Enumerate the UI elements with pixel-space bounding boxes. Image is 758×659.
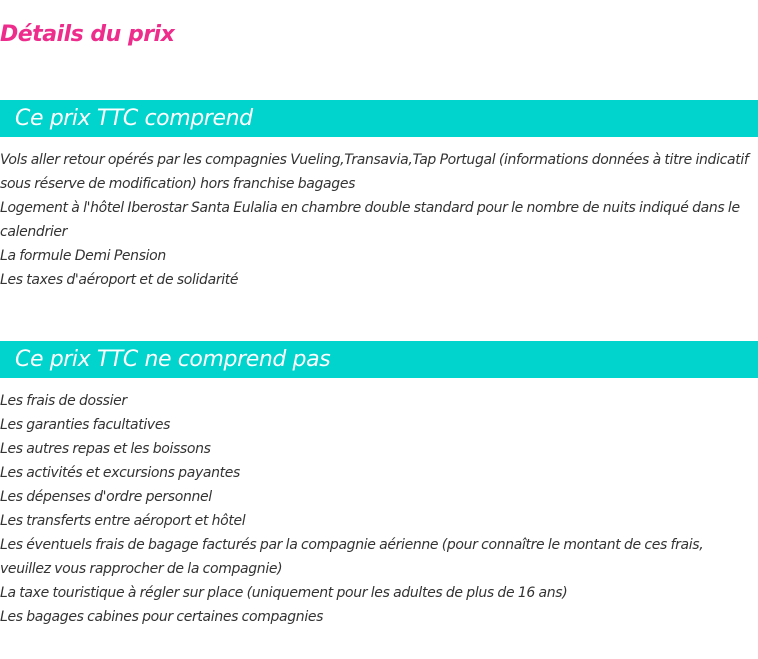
excluded-heading: Ce prix TTC ne comprend pas [15,347,331,372]
excluded-item: Les éventuels frais de bagage facturés par la compagnie aérienne (pour connaître le montant de ces frais, veuillez vous rapprocher de la compagnie) [0,537,704,577]
included-item: Les taxes d'aéroport et de solidarité [0,272,239,288]
included-list [0,137,758,292]
excluded-item: Les activités et excursions payantes [0,465,240,481]
included-item: Logement à l'hôtel Iberostar Santa Eulalia en chambre double standard pour le nombre de nuits indiqué dans le calendrier [0,200,740,240]
excluded-item: Les autres repas et les boissons [0,441,211,457]
excluded-item: Les frais de dossier [0,393,127,409]
excluded-item: Les transferts entre aéroport et hôtel [0,513,246,529]
included-banner [0,100,758,137]
excluded-item: Les dépenses d'ordre personnel [0,489,212,505]
excluded-item: La taxe touristique à régler sur place (uniquement pour les adultes de plus de 16 ans) [0,585,568,601]
excluded-list [0,378,758,629]
excluded-item: Les bagages cabines pour certaines compagnies [0,609,324,625]
page-title: Détails du prix [0,22,175,47]
excluded-banner [0,341,758,378]
included-item: La formule Demi Pension [0,248,166,264]
included-item: Vols aller retour opérés par les compagnies Vueling,Transavia,Tap Portugal (informations données à titre indicatif sous réserve de modification) hors franchise bagages [0,152,749,192]
excluded-item: Les garanties facultatives [0,417,171,433]
excluded-section [0,341,758,629]
included-heading: Ce prix TTC comprend [15,106,253,131]
included-section [0,100,758,292]
